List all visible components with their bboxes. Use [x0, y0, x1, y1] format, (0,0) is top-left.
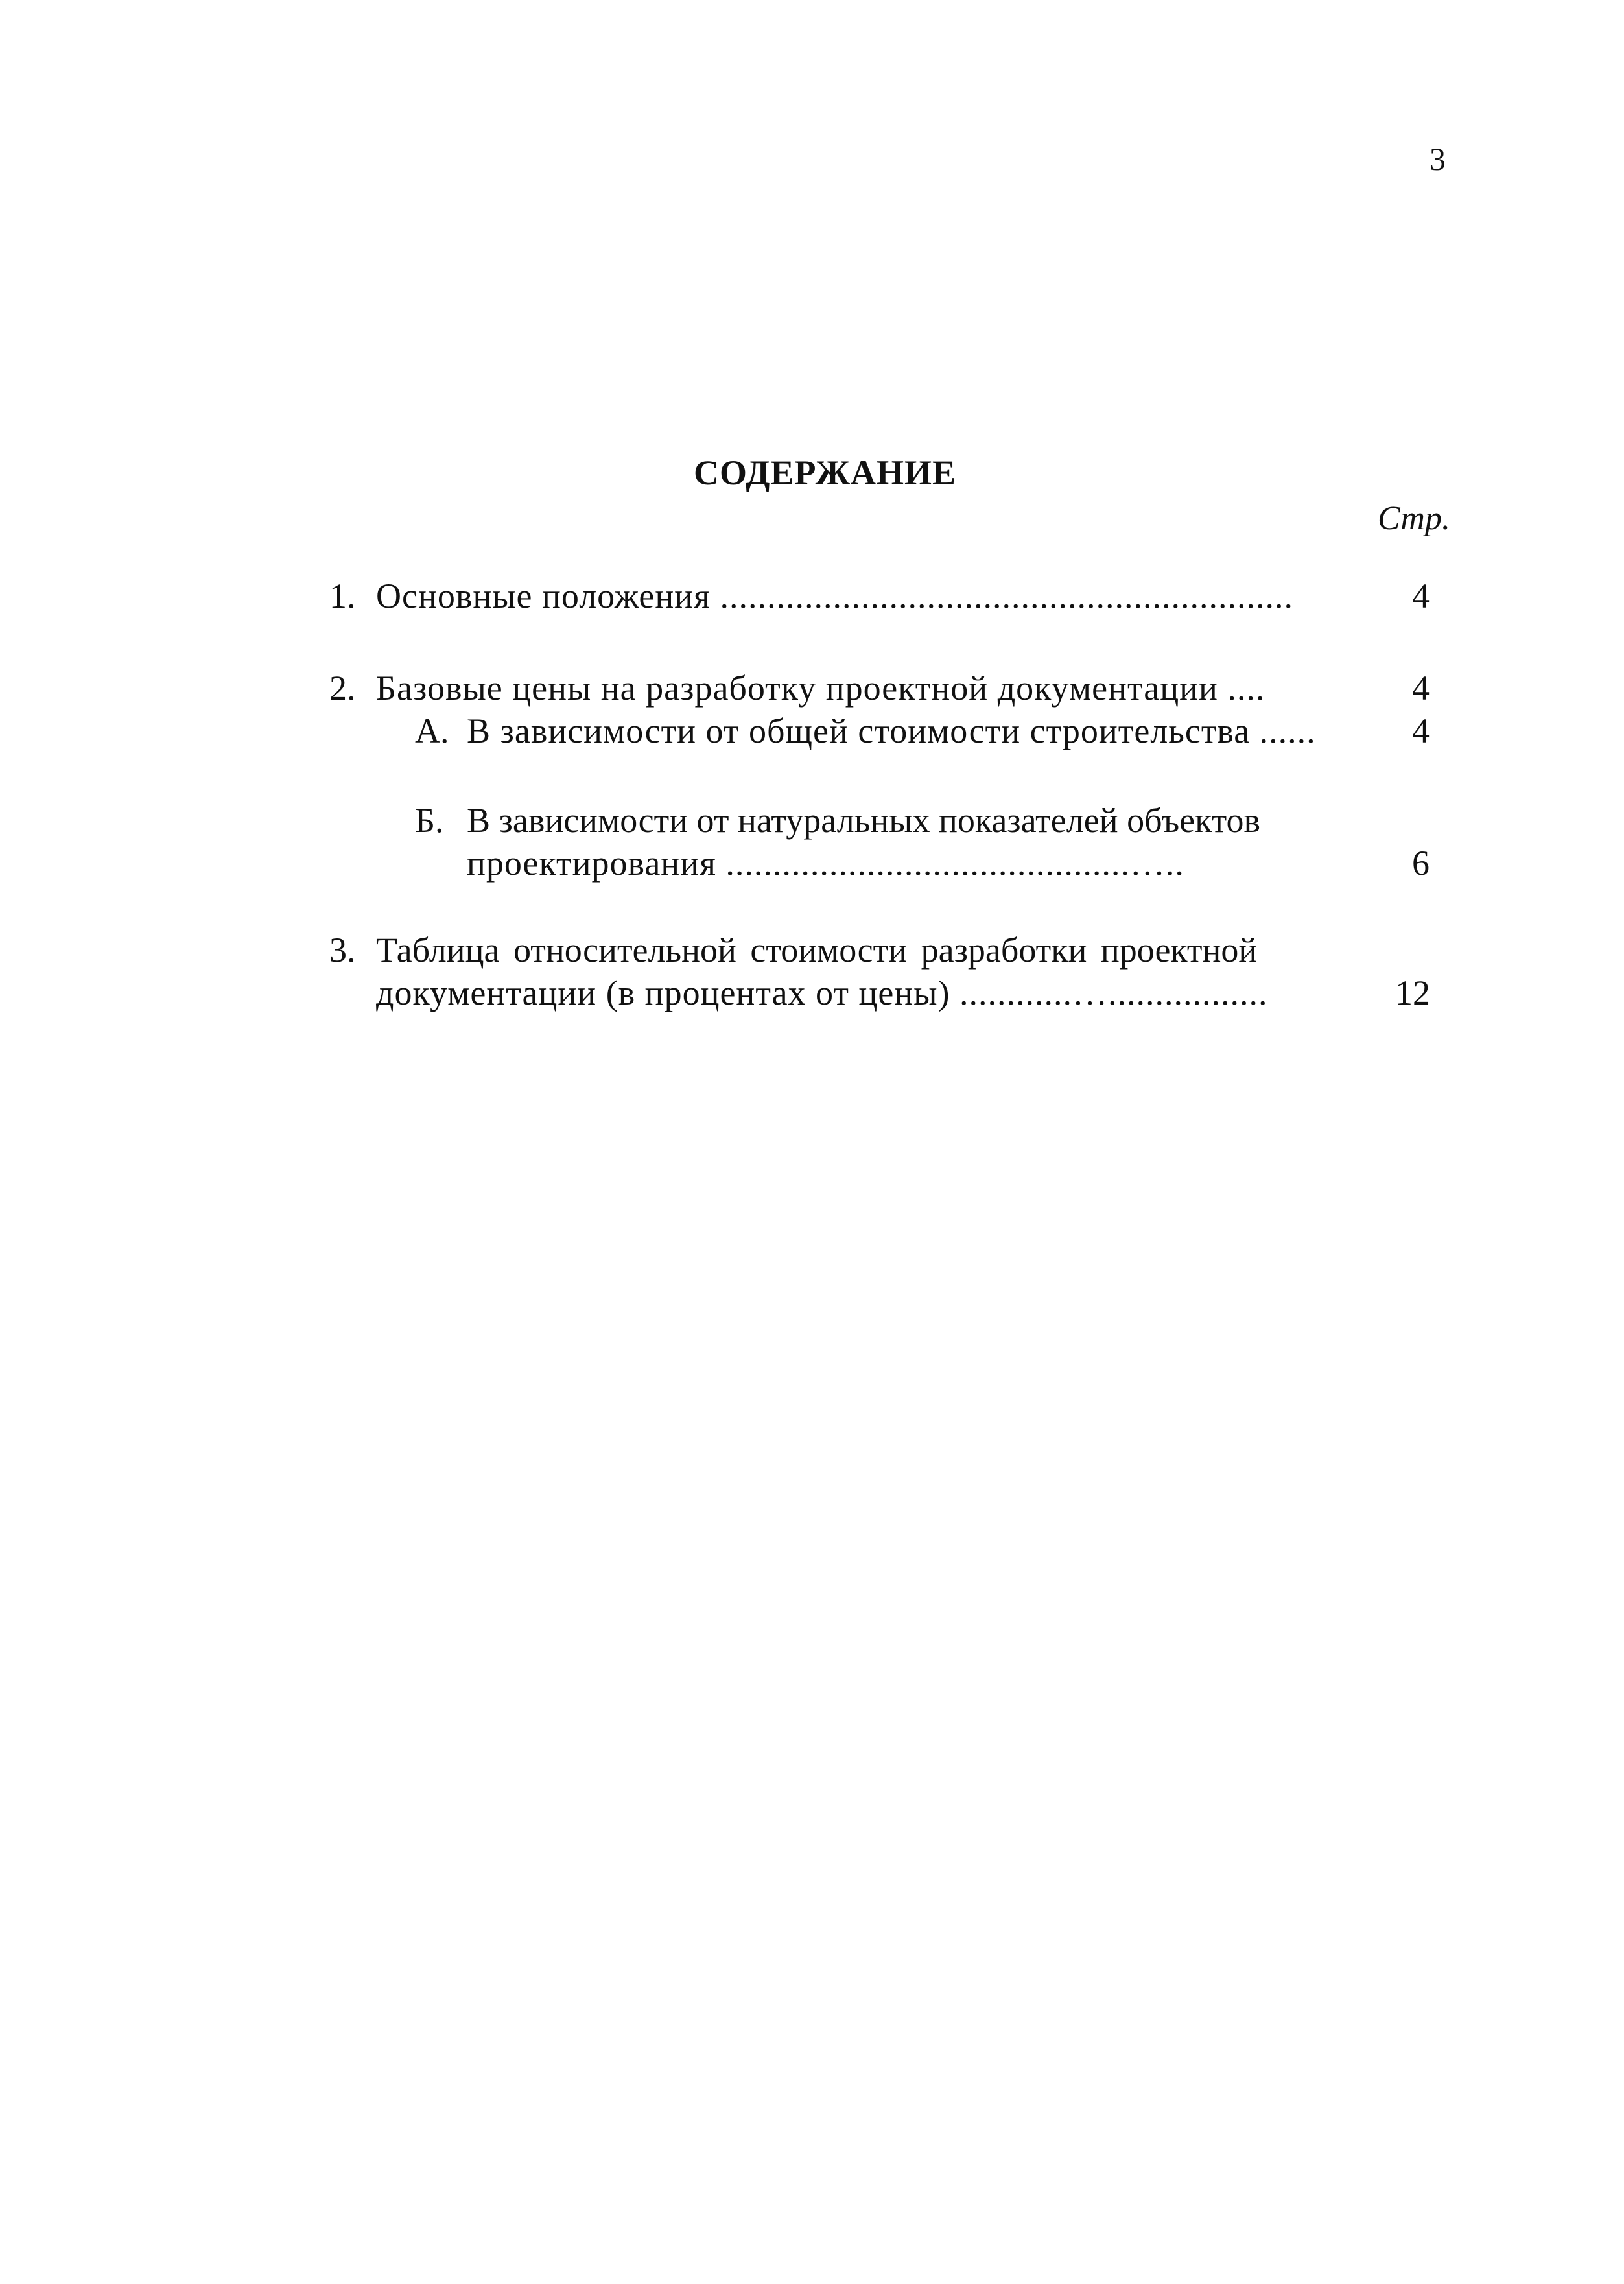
toc-entry-text: Основные положения ............................................................. [376, 577, 1293, 615]
toc-entry-page: 12 [1395, 973, 1430, 1012]
toc-entry-text-line1: В зависимости от натуральных показателей объектов [467, 801, 1260, 840]
toc-subentry-b-line2 [467, 842, 1184, 885]
toc-entry-number: 2. [329, 669, 356, 708]
toc-entry-page: 4 [1412, 577, 1430, 615]
toc-entry-text: Базовые цены на разработку проектной документации .... [376, 669, 1265, 708]
toc-entry-page: 6 [1412, 844, 1430, 883]
toc-entry-page: 4 [1412, 669, 1430, 708]
toc-entry-text: В зависимости от общей стоимости строительства ...... [467, 711, 1316, 750]
page-column-label: Стр. [1378, 500, 1450, 537]
toc-entry-number: 3. [329, 931, 356, 970]
toc-entry-number: 1. [329, 577, 356, 615]
toc-entry-3-line2 [376, 971, 1267, 1014]
toc-entry-text-line2: документации (в процентах от цены) ............…................. [376, 973, 1268, 1012]
toc-entry-number: Б. [415, 801, 444, 840]
page-number: 3 [1430, 141, 1446, 177]
toc-entry-text-line2: проектирования ...........................................….. [467, 844, 1184, 883]
toc-entry-text-line1: Таблица относительной стоимости разработки проектной [376, 931, 1258, 970]
toc-entry-number: А. [415, 711, 449, 750]
toc-entry-page: 4 [1412, 711, 1430, 750]
page-title: СОДЕРЖАНИЕ [694, 453, 956, 492]
